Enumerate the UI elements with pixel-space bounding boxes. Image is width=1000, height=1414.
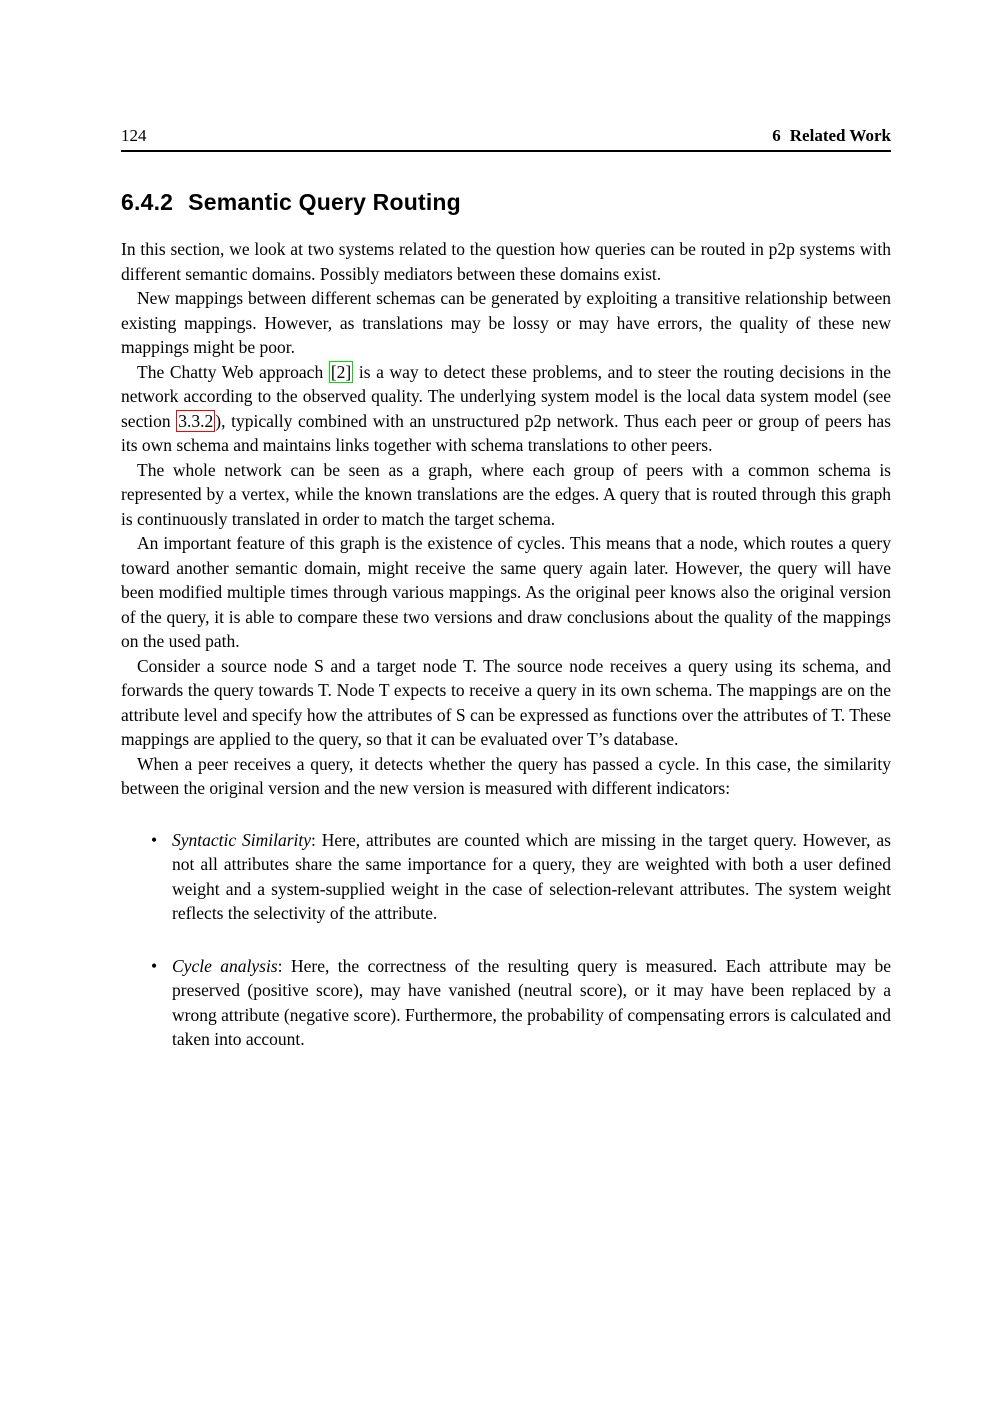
paragraph-text: When a peer receives a query, it detects whether the query has passed a cycle. In this case, the similarity between the original version and the new version is measured with different indicators: [121, 753, 891, 798]
body-paragraph [121, 752, 891, 801]
body-paragraph [121, 237, 891, 286]
header-rule [121, 150, 891, 152]
chapter-title: Related Work [789, 126, 891, 145]
bullet-icon: • [151, 955, 158, 976]
section-link-3-3-2[interactable]: 3.3.2 [178, 410, 214, 431]
body-paragraph [121, 458, 891, 532]
paragraph-text: An important feature of this graph is the existence of cycles. This means that a node, which routes a query toward another semantic domain, might receive the same query again later. However, the query will have been modified multiple times through various mappings. As the original peer knows also the original version of the query, it is able to compare these two versions and draw conclusions about the quality of the mappings on the used path. [121, 533, 891, 651]
paragraph-text: The Chatty Web approach [137, 361, 329, 382]
bullet-list [121, 828, 891, 1052]
bullet-icon: • [151, 829, 158, 850]
section-title: Semantic Query Routing [188, 189, 461, 215]
body-paragraph [121, 654, 891, 752]
bullet-text: : Here, attributes are counted which are missing in the target query. However, as not all attributes share the same importance for a query, they are weighted with both a user defined weight and a system-supplied weight in the case of selection-relevant attributes. The system weight reflects the selectivity of the attribute. [172, 829, 891, 923]
body-paragraph [121, 531, 891, 654]
bullet-text: : Here, the correctness of the resulting query is measured. Each attribute may be preserved (positive score), may have vanished (neutral score), or it may have been replaced by a wrong attribute (negative score). Furthermore, the probability of compensating errors is calculated and taken into account. [172, 955, 891, 1049]
body-paragraphs [121, 237, 891, 801]
page-content [121, 126, 891, 1052]
paragraph-text: In this section, we look at two systems related to the question how queries can be routed in p2p systems with different semantic domains. Possibly mediators between these domains exist. [121, 239, 891, 284]
citation-link-2[interactable]: [2] [330, 361, 352, 382]
bullet-lead: Syntactic Similarity [172, 829, 312, 850]
chapter-number: 6 [772, 126, 781, 145]
paragraph-text: is a way to detect these problems, and to steer the routing decisions in the network according to the observed quality. The underlying system model is the local data system model (see section [121, 361, 891, 431]
section-heading [121, 189, 891, 216]
paragraph-text: New mappings between different schemas can be generated by exploiting a transitive relationship between existing mappings. However, as translations may be lossy or may have errors, the quality of these new mappings might be poor. [121, 288, 891, 357]
page-header [121, 126, 891, 146]
section-number: 6.4.2 [121, 189, 174, 215]
paragraph-text: Consider a source node S and a target node T. The source node receives a query using its schema, and forwards the query towards T. Node T expects to receive a query in its own schema. The mappings are on the attribute level and specify how the attributes of S can be expressed as functions over the attributes of T. These mappings are applied to the query, so that it can be evaluated over T’s database. [121, 655, 891, 749]
paragraph-text: ), typically combined with an unstructured p2p network. Thus each peer or group of peers has its own schema and maintains links together with schema translations to other peers. [121, 410, 891, 455]
bullet-item [151, 954, 891, 1052]
body-paragraph [121, 360, 891, 458]
running-chapter-title [772, 126, 891, 146]
bullet-lead: Cycle analysis [172, 955, 278, 976]
paragraph-text: The whole network can be seen as a graph, where each group of peers with a common schema is represented by a vertex, while the known translations are the edges. A query that is routed through this graph is continuously translated in order to match the target schema. [121, 459, 891, 529]
bullet-item [151, 828, 891, 926]
body-paragraph [121, 286, 891, 360]
page-number: 124 [121, 126, 147, 145]
